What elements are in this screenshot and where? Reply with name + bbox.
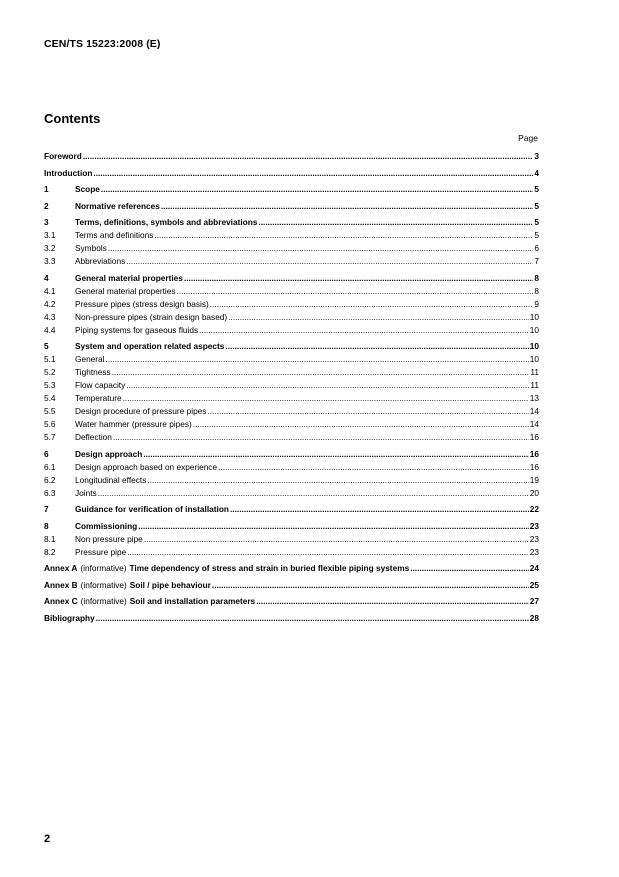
toc-entry-label: System and operation related aspects (75, 341, 225, 351)
toc-entry-number: 4.2 (44, 298, 56, 309)
toc-entry[interactable] (44, 324, 539, 337)
toc-entry[interactable] (44, 379, 539, 392)
dot-leader (83, 150, 534, 163)
toc-entry-number: 5.6 (44, 419, 56, 429)
toc-entry-page: 19 (529, 474, 539, 485)
toc-entry-page: 23 (529, 546, 539, 557)
dot-leader (126, 379, 529, 392)
toc-entry-number: 5.3 (44, 380, 56, 390)
page-number: 2 (44, 833, 51, 845)
toc-entry-page: 11 (530, 380, 539, 390)
toc-entry-page: 10 (529, 311, 539, 322)
toc-entry-page: 14 (529, 406, 539, 416)
dot-leader (112, 366, 530, 379)
dot-leader (258, 216, 533, 229)
toc-entry[interactable] (44, 183, 539, 196)
toc-annex-entry[interactable] (44, 579, 539, 592)
toc-entry[interactable] (44, 366, 539, 379)
dot-leader (199, 324, 529, 337)
toc-entry-page: 28 (529, 612, 539, 623)
toc-entry-page: 10 (529, 354, 539, 364)
toc-entry[interactable] (44, 285, 539, 298)
toc-entry-number: 4.3 (44, 311, 56, 322)
toc-entry-number: 6.2 (44, 474, 56, 485)
dot-leader (230, 503, 529, 516)
toc-entry-number: 7 (44, 504, 49, 514)
toc-entry-number: 5.2 (44, 367, 56, 377)
contents-title: Contents (44, 111, 101, 126)
toc-entry-label: Flow capacity (75, 380, 126, 390)
toc-entry-page: 5 (534, 217, 539, 227)
toc-entry-number: 3 (44, 217, 49, 227)
annex-label: Annex C (44, 596, 78, 606)
toc-entry-page: 10 (529, 341, 539, 351)
annex-label: Annex B (44, 579, 78, 590)
dot-leader (210, 298, 534, 311)
toc-entry-number: 6.1 (44, 461, 56, 472)
toc-entry[interactable] (44, 392, 539, 405)
toc-entry[interactable] (44, 418, 539, 431)
toc-entry-page: 3 (534, 151, 539, 161)
toc-entry-page: 27 (529, 596, 539, 606)
toc-entry-label: Pressure pipes (stress design basis) (75, 298, 209, 309)
toc-entry-label: Guidance for verification of installation (75, 504, 229, 514)
toc-entry-page: 9 (534, 298, 539, 309)
toc-entry-number: 8 (44, 520, 49, 531)
toc-entry-label: Introduction (44, 167, 93, 178)
toc-entry-page: 10 (529, 324, 539, 335)
toc-entry-page: 20 (529, 487, 539, 498)
toc-entry-page: 7 (534, 256, 539, 266)
toc-entry[interactable] (44, 216, 539, 229)
toc-entry[interactable] (44, 533, 539, 546)
toc-entry-page: 4 (534, 167, 539, 178)
toc-entry-number: 5 (44, 341, 49, 351)
toc-entry-number: 6.3 (44, 487, 56, 498)
dot-leader (228, 311, 529, 324)
toc-entry-page: 25 (529, 579, 539, 590)
toc-entry[interactable] (44, 448, 539, 461)
toc-entry-page: 16 (529, 432, 539, 442)
toc-entry-label: Temperature (75, 393, 122, 403)
toc-entry-page: 5 (534, 200, 539, 211)
toc-entry-label: Non-pressure pipes (strain design based) (75, 311, 228, 322)
toc-entry-number: 3.3 (44, 256, 56, 266)
toc-entry-label: Scope (75, 184, 100, 194)
toc-entry[interactable] (44, 255, 539, 268)
toc-entry-number: 4 (44, 272, 49, 283)
toc-entry-page: 5 (534, 230, 539, 240)
toc-entry-label: Pressure pipe (75, 546, 127, 557)
dot-leader (161, 200, 534, 213)
toc-entry-label: General (75, 354, 105, 364)
toc-entry[interactable] (44, 353, 539, 366)
toc-entry-page: 6 (534, 243, 539, 253)
toc-entry-label: Longitudinal effects (75, 474, 147, 485)
toc-entry[interactable] (44, 340, 539, 353)
dot-leader (113, 431, 529, 444)
dot-leader (108, 242, 534, 255)
dot-leader (410, 562, 529, 575)
annex-title: Soil / pipe behaviour (129, 579, 211, 590)
dot-leader (96, 612, 529, 625)
toc-entry-label: Terms, definitions, symbols and abbreviations (75, 217, 258, 227)
dot-leader (98, 487, 529, 500)
toc-entry-label: Design procedure of pressure pipes (75, 406, 207, 416)
dot-leader (143, 448, 528, 461)
toc-entry[interactable] (44, 298, 539, 311)
toc-entry-page: 13 (529, 393, 539, 403)
toc-entry-number: 3.1 (44, 230, 56, 240)
toc-entry-number: 2 (44, 200, 49, 211)
toc-entry-page: 5 (534, 184, 539, 194)
annex-label: Annex A (44, 563, 78, 573)
toc-entry-page: 14 (529, 419, 539, 429)
toc-entry[interactable] (44, 431, 539, 444)
dot-leader (101, 183, 533, 196)
dot-leader (177, 285, 534, 298)
annex-informative-tag: (informative) (80, 563, 127, 573)
toc-entry-page: 22 (529, 504, 539, 514)
toc-bibliography-entry[interactable] (44, 612, 539, 625)
toc-entry[interactable] (44, 546, 539, 559)
annex-informative-tag: (informative) (80, 579, 127, 590)
dot-leader (123, 392, 529, 405)
toc-entry-label: General material properties (75, 272, 183, 283)
toc-entry-number: 5.1 (44, 354, 56, 364)
toc-entry-label: Symbols (75, 243, 107, 253)
toc-annex-entry[interactable] (44, 595, 539, 608)
toc-entry-label: Commissioning (75, 520, 138, 531)
toc-entry[interactable] (44, 150, 539, 163)
dot-leader (218, 461, 529, 474)
dot-leader (126, 255, 533, 268)
toc-entry-label: Design approach based on experience (75, 461, 218, 472)
toc-entry-label: Terms and definitions (75, 230, 154, 240)
dot-leader (127, 546, 529, 559)
annex-title: Time dependency of stress and strain in buried flexible piping systems (129, 563, 410, 573)
toc-entry[interactable] (44, 520, 539, 533)
toc-entry-page: 23 (529, 520, 539, 531)
toc-entry[interactable] (44, 272, 539, 285)
toc-entry-page: 16 (529, 461, 539, 472)
dot-leader (256, 595, 529, 608)
toc-entry-label: Tightness (75, 367, 111, 377)
toc-entry-page: 16 (529, 448, 539, 459)
dot-leader (93, 167, 533, 180)
toc-entry-page: 24 (529, 563, 539, 573)
toc-entry-number: 4.4 (44, 324, 56, 335)
dot-leader (193, 418, 529, 431)
toc-entry-page: 23 (529, 533, 539, 544)
toc-entry-number: 1 (44, 184, 49, 194)
toc-entry[interactable] (44, 503, 539, 516)
toc-entry-page: 11 (530, 367, 539, 377)
toc-entry-label: Foreword (44, 151, 82, 161)
toc-entry-label: Deflection (75, 432, 112, 442)
toc-entry-number: 5.7 (44, 432, 56, 442)
annex-informative-tag: (informative) (80, 596, 127, 606)
table-of-contents (44, 150, 539, 625)
dot-leader (106, 353, 529, 366)
annex-title: Soil and installation parameters (129, 596, 256, 606)
toc-entry-page: 8 (534, 285, 539, 296)
dot-leader (154, 229, 533, 242)
toc-entry[interactable] (44, 200, 539, 213)
toc-entry-label: General material properties (75, 285, 176, 296)
toc-entry-label: Water hammer (pressure pipes) (75, 419, 192, 429)
toc-entry-page: 8 (534, 272, 539, 283)
toc-entry-number: 8.1 (44, 533, 56, 544)
toc-entry-label: Abbreviations (75, 256, 126, 266)
toc-entry[interactable] (44, 167, 539, 180)
toc-annex-entry[interactable] (44, 562, 539, 575)
toc-entry-label: Piping systems for gaseous fluids (75, 324, 199, 335)
toc-entry-label: Normative references (75, 200, 160, 211)
dot-leader (184, 272, 533, 285)
dot-leader (207, 405, 528, 418)
toc-entry-number: 5.5 (44, 406, 56, 416)
toc-entry[interactable] (44, 405, 539, 418)
toc-entry[interactable] (44, 487, 539, 500)
dot-leader (147, 474, 528, 487)
toc-entry[interactable] (44, 242, 539, 255)
dot-leader (212, 579, 529, 592)
toc-entry-number: 8.2 (44, 546, 56, 557)
toc-entry[interactable] (44, 474, 539, 487)
dot-leader (138, 520, 529, 533)
document-header: CEN/TS 15223:2008 (E) (44, 38, 161, 50)
toc-entry-number: 5.4 (44, 393, 56, 403)
toc-entry-number: 6 (44, 448, 49, 459)
toc-entry[interactable] (44, 229, 539, 242)
toc-entry-number: 3.2 (44, 243, 56, 253)
toc-entry-label: Bibliography (44, 612, 95, 623)
dot-leader (144, 533, 529, 546)
toc-entry-label: Joints (75, 487, 97, 498)
toc-entry-label: Design approach (75, 448, 143, 459)
dot-leader (225, 340, 528, 353)
toc-entry[interactable] (44, 461, 539, 474)
page-column-label: Page (518, 133, 538, 143)
toc-entry[interactable] (44, 311, 539, 324)
toc-entry-label: Non pressure pipe (75, 533, 143, 544)
toc-entry-number: 4.1 (44, 285, 56, 296)
